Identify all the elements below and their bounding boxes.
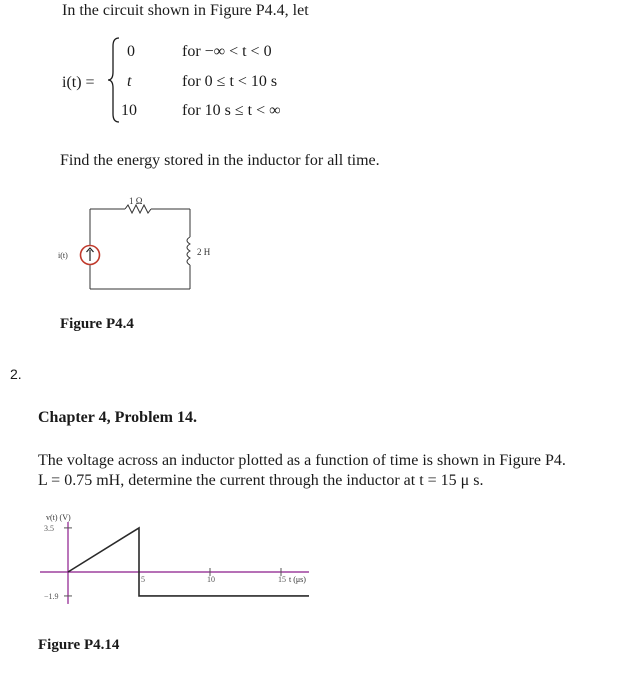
case-condition-2: for 0 ≤ t < 10 s xyxy=(182,73,278,90)
curly-brace xyxy=(106,36,122,124)
inductor-symbol xyxy=(187,237,190,265)
case-value-1: 0 xyxy=(127,43,135,60)
circuit-diagram xyxy=(50,193,250,298)
y-tick-label: 3.5 xyxy=(44,523,54,533)
y-tick-label: −1.9 xyxy=(44,591,59,601)
function-label: i(t) = xyxy=(62,74,95,91)
inductor-label: 2 H xyxy=(197,247,211,257)
x-tick-label: 10 xyxy=(207,575,215,584)
case-condition-3: for 10 s ≤ t < ∞ xyxy=(182,102,281,119)
problem2-heading: Chapter 4, Problem 14. xyxy=(38,409,197,426)
case-value-3: 10 xyxy=(121,102,137,119)
problem1-question: Find the energy stored in the inductor for all time. xyxy=(60,152,380,169)
problem2-text-line2: L = 0.75 mH, determine the current through the inductor at t = 15 μ s. xyxy=(38,472,484,489)
case-value-2: t xyxy=(127,73,132,90)
resistor-label: 1 Ω xyxy=(129,196,143,206)
figure-caption-p4-4: Figure P4.4 xyxy=(60,316,134,332)
voltage-chart xyxy=(30,508,306,618)
case-condition-1: for −∞ < t < 0 xyxy=(182,43,272,60)
voltage-series-line xyxy=(68,528,309,596)
problem2-text-line1: The voltage across an inductor plotted as a function of time is shown in Figure P4. xyxy=(38,452,566,469)
problem1-intro: In the circuit shown in Figure P4.4, let xyxy=(62,2,309,19)
x-tick-label: 5 xyxy=(141,575,145,584)
item-number: 2. xyxy=(10,366,22,382)
source-label: i(t) xyxy=(58,251,68,260)
figure-caption-p4-14: Figure P4.14 xyxy=(38,637,120,653)
x-tick-label: 15 xyxy=(278,575,286,584)
resistor-symbol xyxy=(125,205,151,213)
x-axis-label: t (μs) xyxy=(289,575,306,584)
y-axis-label: v(t) (V) xyxy=(46,513,71,522)
